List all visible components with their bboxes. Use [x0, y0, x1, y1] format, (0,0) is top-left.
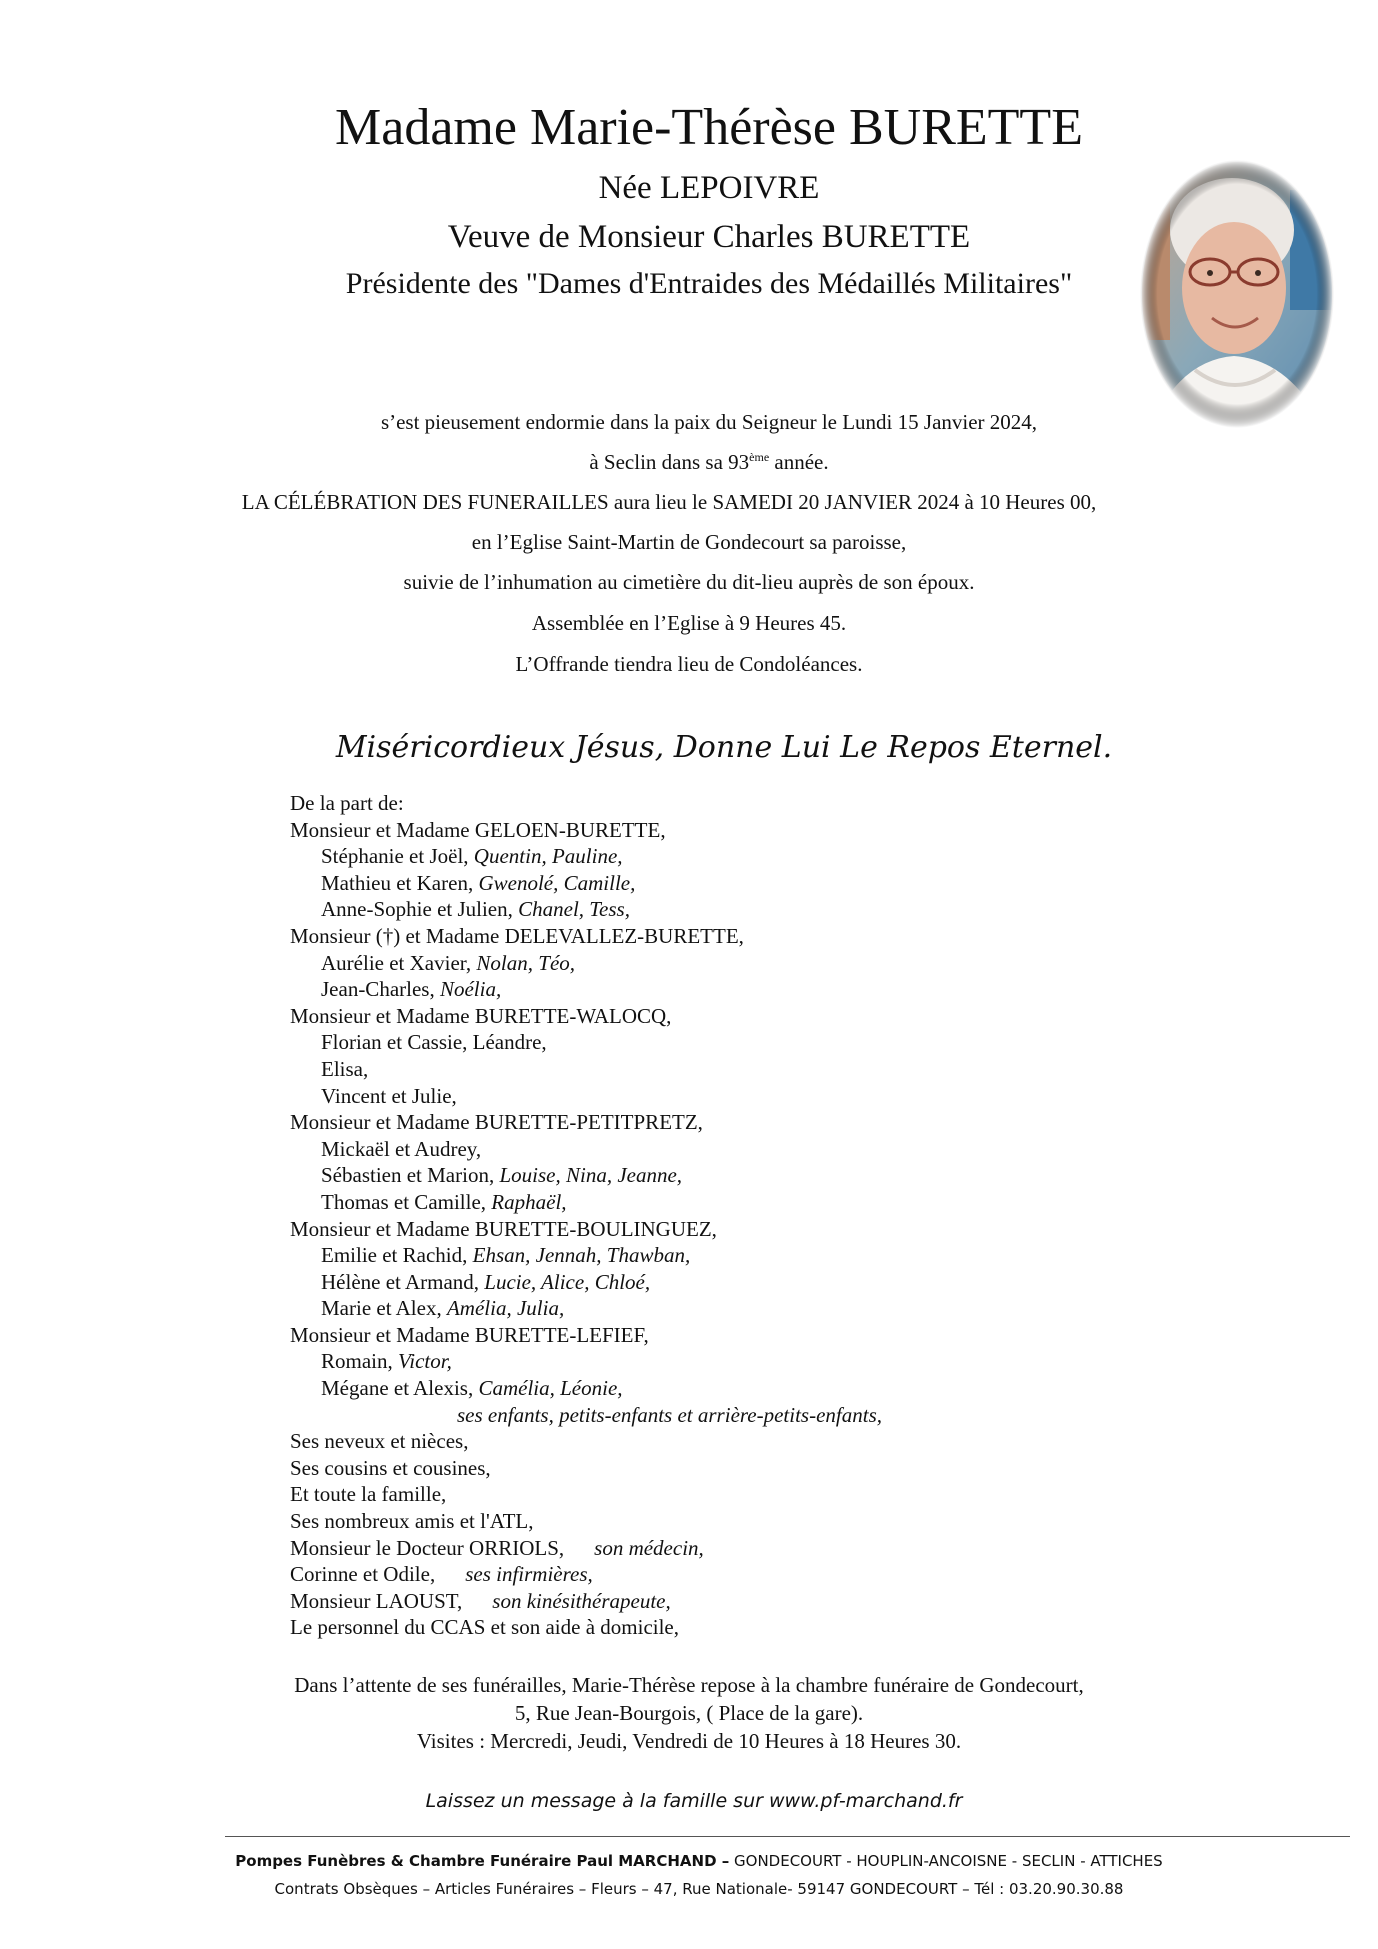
footer-services: Contrats Obsèques – Articles Funéraires – Fleurs – 47, Rue Nationale- 59147 GONDECOURT – Tél : 03.20.90.30.88: [274, 1880, 1124, 1898]
footer-divider: [225, 1836, 1350, 1837]
online-message-link[interactable]: Laissez un message à la famille sur www.pf-marchand.fr: [425, 1790, 963, 1812]
family-other: Monsieur LAOUST, son kinésithérapeute,: [290, 1588, 671, 1613]
family-head: Monsieur et Madame BURETTE-BOULINGUEZ,: [290, 1216, 717, 1241]
family-child: Stéphanie et Joël, Quentin, Pauline,: [321, 844, 623, 869]
family-intro: De la part de:: [290, 791, 404, 815]
family-other: Et toute la famille,: [290, 1482, 447, 1507]
family-head: Monsieur et Madame BURETTE-WALOCQ,: [290, 1003, 672, 1028]
announcement-assembly: Assemblée en l’Eglise à 9 Heures 45.: [531, 611, 847, 635]
announcement-burial: suivie de l’inhumation au cimetière du dit-lieu auprès de son époux.: [403, 570, 975, 594]
repose-address: 5, Rue Jean-Bourgois, ( Place de la gare).: [514, 1701, 864, 1725]
announcement-offering: L’Offrande tiendra lieu de Condoléances.: [515, 652, 863, 676]
family-child: Vincent et Julie,: [321, 1083, 457, 1108]
family-child: Romain, Victor,: [321, 1349, 452, 1374]
family-list: [290, 790, 882, 1641]
maiden-name: Née LEPOIVRE: [598, 170, 820, 206]
family-child: Marie et Alex, Amélia, Julia,: [321, 1296, 565, 1321]
deceased-name-title: Madame Marie-Thérèse BURETTE: [335, 99, 1083, 156]
prayer-line: Miséricordieux Jésus, Donne Lui Le Repos Eternel.: [335, 730, 1113, 765]
family-child: Mickaël et Audrey,: [321, 1136, 482, 1161]
family-child: Thomas et Camille, Raphaël,: [321, 1189, 567, 1214]
family-child: Sébastien et Marion, Louise, Nina, Jeanne,: [321, 1163, 683, 1188]
family-other: Ses nombreux amis et l'ATL,: [290, 1509, 534, 1534]
family-head: Monsieur (†) et Madame DELEVALLEZ-BURETTE,: [290, 923, 744, 948]
family-child: Emilie et Rachid, Ehsan, Jennah, Thawban,: [321, 1243, 691, 1268]
announcement-church: en l’Eglise Saint-Martin de Gondecourt sa paroisse,: [471, 530, 907, 554]
family-child: Jean-Charles, Noélia,: [321, 977, 502, 1002]
family-head: Monsieur et Madame GELOEN-BURETTE,: [290, 817, 666, 842]
family-other: Le personnel du CCAS et son aide à domicile,: [290, 1615, 680, 1640]
announcement-celebration: LA CÉLÉBRATION DES FUNERAILLES aura lieu le SAMEDI 20 JANVIER 2024 à 10 Heures 00,: [241, 490, 1097, 514]
family-other: Corinne et Odile, ses infirmières,: [290, 1562, 593, 1587]
family-other: Monsieur le Docteur ORRIOLS, son médecin,: [290, 1535, 704, 1560]
family-summary: ses enfants, petits-enfants et arrière-petits-enfants,: [457, 1402, 882, 1427]
family-other: Ses cousins et cousines,: [290, 1455, 491, 1480]
family-child: Mégane et Alexis, Camélia, Léonie,: [321, 1376, 623, 1401]
announcement-age: à Seclin dans sa 93ème année.: [589, 450, 829, 474]
footer-company: Pompes Funèbres & Chambre Funéraire Paul MARCHAND – GONDECOURT - HOUPLIN-ANCOISNE - SECLIN - ATTICHES: [235, 1852, 1163, 1870]
repose-line: Dans l’attente de ses funérailles, Marie-Thérèse repose à la chambre funéraire de Gondecourt,: [294, 1673, 1084, 1697]
family-head: Monsieur et Madame BURETTE-LEFIEF,: [290, 1322, 649, 1347]
family-child: Mathieu et Karen, Gwenolé, Camille,: [321, 870, 636, 895]
family-child: Anne-Sophie et Julien, Chanel, Tess,: [321, 897, 630, 922]
family-child: Hélène et Armand, Lucie, Alice, Chloé,: [321, 1269, 651, 1294]
family-child: Florian et Cassie, Léandre,: [321, 1030, 547, 1055]
presidency-title: Présidente des "Dames d'Entraides des Médaillés Militaires": [345, 267, 1073, 300]
family-child: Aurélie et Xavier, Nolan, Téo,: [321, 950, 576, 975]
widow-of: Veuve de Monsieur Charles BURETTE: [447, 219, 971, 255]
family-other: Ses neveux et nièces,: [290, 1429, 469, 1454]
portrait-photo: [1140, 160, 1334, 428]
repose-visits: Visites : Mercredi, Jeudi, Vendredi de 10 Heures à 18 Heures 30.: [416, 1729, 962, 1753]
repose-info: [0, 1671, 1378, 1755]
family-head: Monsieur et Madame BURETTE-PETITPRETZ,: [290, 1110, 703, 1135]
announcement-death: s’est pieusement endormie dans la paix du Seigneur le Lundi 15 Janvier 2024,: [380, 410, 1038, 434]
family-child: Elisa,: [321, 1056, 369, 1081]
